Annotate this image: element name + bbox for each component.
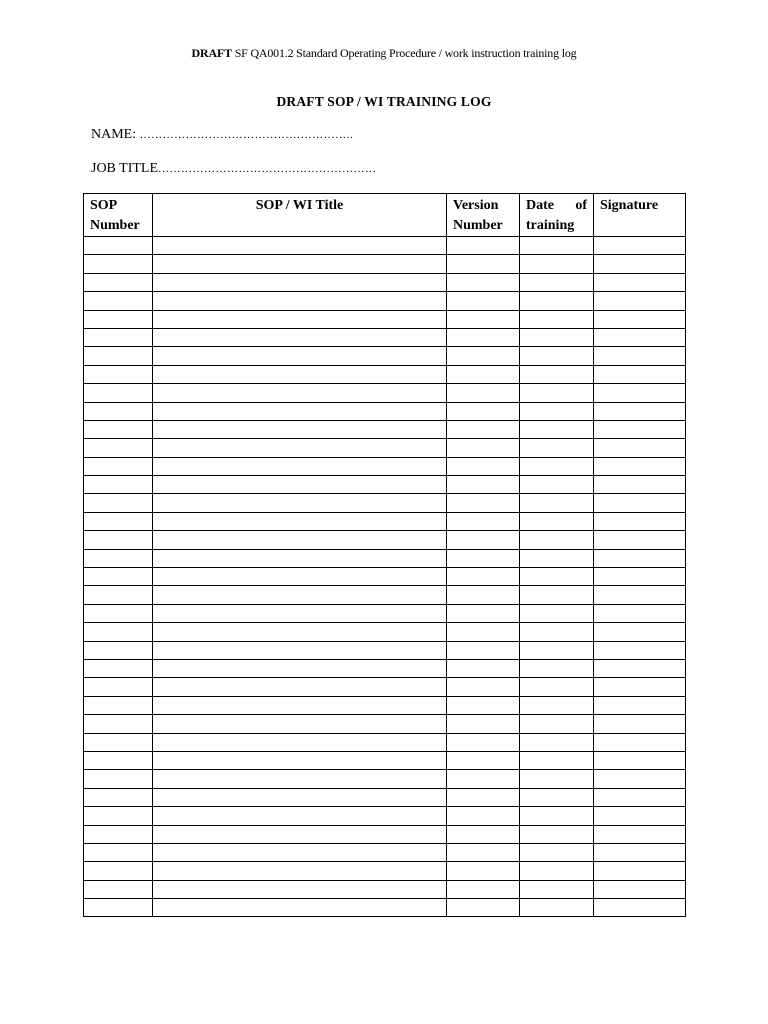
cell-version-number[interactable]: [447, 347, 520, 365]
cell-sop-number[interactable]: [84, 384, 153, 402]
cell-sop-number[interactable]: [84, 420, 153, 438]
cell-date-of-training[interactable]: [520, 843, 594, 861]
cell-date-of-training[interactable]: [520, 292, 594, 310]
cell-sop-number[interactable]: [84, 512, 153, 530]
cell-sop-wi-title[interactable]: [153, 623, 447, 641]
cell-date-of-training[interactable]: [520, 457, 594, 475]
cell-signature[interactable]: [594, 439, 686, 457]
cell-date-of-training[interactable]: [520, 384, 594, 402]
cell-version-number[interactable]: [447, 568, 520, 586]
cell-sop-wi-title[interactable]: [153, 899, 447, 917]
cell-version-number[interactable]: [447, 733, 520, 751]
job-title-dots: …………………………………………………: [158, 163, 377, 175]
cell-sop-wi-title[interactable]: [153, 862, 447, 880]
cell-version-number[interactable]: [447, 310, 520, 328]
cell-sop-number[interactable]: [84, 659, 153, 677]
cell-date-of-training[interactable]: [520, 899, 594, 917]
table-row: [84, 347, 686, 365]
table-row: [84, 531, 686, 549]
cell-sop-wi-title[interactable]: [153, 788, 447, 806]
cell-version-number[interactable]: [447, 586, 520, 604]
cell-date-of-training[interactable]: [520, 420, 594, 438]
cell-sop-number[interactable]: [84, 568, 153, 586]
cell-sop-number[interactable]: [84, 678, 153, 696]
cell-signature[interactable]: [594, 586, 686, 604]
name-label: NAME:: [91, 127, 137, 142]
cell-signature[interactable]: [594, 751, 686, 769]
cell-sop-wi-title[interactable]: [153, 365, 447, 383]
cell-sop-wi-title[interactable]: [153, 696, 447, 714]
table-body: [84, 237, 686, 917]
cell-date-of-training[interactable]: [520, 586, 594, 604]
table-row: [84, 880, 686, 898]
cell-date-of-training[interactable]: [520, 678, 594, 696]
cell-date-of-training[interactable]: [520, 623, 594, 641]
cell-signature[interactable]: [594, 273, 686, 291]
cell-signature[interactable]: [594, 770, 686, 788]
table-row: [84, 862, 686, 880]
draft-label: DRAFT: [191, 46, 232, 60]
cell-signature[interactable]: [594, 623, 686, 641]
cell-signature[interactable]: [594, 899, 686, 917]
table-row: [84, 273, 686, 291]
cell-signature[interactable]: [594, 328, 686, 346]
cell-signature[interactable]: [594, 476, 686, 494]
table-row: [84, 586, 686, 604]
cell-date-of-training[interactable]: [520, 604, 594, 622]
table-row: [84, 310, 686, 328]
cell-sop-wi-title[interactable]: [153, 420, 447, 438]
cell-signature[interactable]: [594, 641, 686, 659]
cell-version-number[interactable]: [447, 678, 520, 696]
cell-date-of-training[interactable]: [520, 733, 594, 751]
cell-sop-wi-title[interactable]: [153, 641, 447, 659]
cell-version-number[interactable]: [447, 365, 520, 383]
cell-date-of-training[interactable]: [520, 347, 594, 365]
table-row: [84, 715, 686, 733]
cell-version-number[interactable]: [447, 641, 520, 659]
cell-version-number[interactable]: [447, 512, 520, 530]
cell-signature[interactable]: [594, 659, 686, 677]
cell-sop-wi-title[interactable]: [153, 843, 447, 861]
cell-date-of-training[interactable]: [520, 696, 594, 714]
cell-date-of-training[interactable]: [520, 476, 594, 494]
cell-version-number[interactable]: [447, 604, 520, 622]
cell-date-of-training[interactable]: [520, 807, 594, 825]
cell-sop-number[interactable]: [84, 862, 153, 880]
table-row: [84, 678, 686, 696]
cell-version-number[interactable]: [447, 439, 520, 457]
cell-sop-number[interactable]: [84, 825, 153, 843]
table-row: [84, 494, 686, 512]
table-row: [84, 255, 686, 273]
cell-sop-number[interactable]: [84, 899, 153, 917]
cell-signature[interactable]: [594, 347, 686, 365]
cell-sop-wi-title[interactable]: [153, 549, 447, 567]
cell-sop-number[interactable]: [84, 715, 153, 733]
table-row: [84, 476, 686, 494]
cell-signature[interactable]: [594, 531, 686, 549]
cell-sop-number[interactable]: [84, 255, 153, 273]
cell-signature[interactable]: [594, 384, 686, 402]
cell-date-of-training[interactable]: [520, 715, 594, 733]
cell-version-number[interactable]: [447, 623, 520, 641]
table-row: [84, 328, 686, 346]
cell-version-number[interactable]: [447, 494, 520, 512]
cell-date-of-training[interactable]: [520, 273, 594, 291]
cell-version-number[interactable]: [447, 880, 520, 898]
cell-sop-number[interactable]: [84, 347, 153, 365]
cell-sop-number[interactable]: [84, 310, 153, 328]
cell-sop-number[interactable]: [84, 770, 153, 788]
table-row: [84, 457, 686, 475]
cell-sop-number[interactable]: [84, 292, 153, 310]
cell-sop-wi-title[interactable]: [153, 347, 447, 365]
cell-sop-number[interactable]: [84, 439, 153, 457]
cell-date-of-training[interactable]: [520, 439, 594, 457]
cell-version-number[interactable]: [447, 384, 520, 402]
cell-date-of-training[interactable]: [520, 494, 594, 512]
cell-sop-wi-title[interactable]: [153, 273, 447, 291]
table-row: [84, 825, 686, 843]
cell-date-of-training[interactable]: [520, 862, 594, 880]
table-row: [84, 604, 686, 622]
header-text: SF QA001.2 Standard Operating Procedure / work instruction training log: [231, 46, 577, 60]
col-header-date-of-training: Date of training: [520, 194, 594, 237]
cell-signature[interactable]: [594, 843, 686, 861]
cell-date-of-training[interactable]: [520, 641, 594, 659]
table-row: [84, 641, 686, 659]
cell-sop-number[interactable]: [84, 365, 153, 383]
cell-sop-number[interactable]: [84, 751, 153, 769]
cell-sop-wi-title[interactable]: [153, 292, 447, 310]
cell-date-of-training[interactable]: [520, 751, 594, 769]
cell-sop-number[interactable]: [84, 237, 153, 255]
cell-version-number[interactable]: [447, 751, 520, 769]
cell-signature[interactable]: [594, 402, 686, 420]
cell-sop-wi-title[interactable]: [153, 328, 447, 346]
cell-date-of-training[interactable]: [520, 659, 594, 677]
cell-sop-number[interactable]: [84, 494, 153, 512]
cell-sop-number[interactable]: [84, 880, 153, 898]
cell-date-of-training[interactable]: [520, 825, 594, 843]
cell-date-of-training[interactable]: [520, 328, 594, 346]
cell-sop-number[interactable]: [84, 549, 153, 567]
job-title-label: JOB TITLE: [91, 161, 159, 176]
cell-sop-number[interactable]: [84, 402, 153, 420]
cell-signature[interactable]: [594, 292, 686, 310]
cell-date-of-training[interactable]: [520, 402, 594, 420]
cell-date-of-training[interactable]: [520, 365, 594, 383]
cell-sop-wi-title[interactable]: [153, 586, 447, 604]
cell-sop-wi-title[interactable]: [153, 512, 447, 530]
table-row: [84, 843, 686, 861]
table-row: [84, 659, 686, 677]
table-row: [84, 237, 686, 255]
table-row: [84, 899, 686, 917]
training-log-table: [83, 193, 686, 917]
table-row: [84, 623, 686, 641]
table-row: [84, 439, 686, 457]
cell-signature[interactable]: [594, 788, 686, 806]
table-row: [84, 807, 686, 825]
cell-sop-wi-title[interactable]: [153, 255, 447, 273]
cell-sop-wi-title[interactable]: [153, 715, 447, 733]
table-row: [84, 549, 686, 567]
table-row: [84, 568, 686, 586]
cell-signature[interactable]: [594, 255, 686, 273]
cell-signature[interactable]: [594, 420, 686, 438]
cell-sop-number[interactable]: [84, 586, 153, 604]
cell-signature[interactable]: [594, 365, 686, 383]
cell-date-of-training[interactable]: [520, 788, 594, 806]
cell-sop-wi-title[interactable]: [153, 825, 447, 843]
cell-signature[interactable]: [594, 512, 686, 530]
cell-signature[interactable]: [594, 678, 686, 696]
cell-date-of-training[interactable]: [520, 237, 594, 255]
cell-version-number[interactable]: [447, 788, 520, 806]
cell-sop-wi-title[interactable]: [153, 237, 447, 255]
cell-sop-number[interactable]: [84, 843, 153, 861]
cell-sop-wi-title[interactable]: [153, 457, 447, 475]
cell-version-number[interactable]: [447, 696, 520, 714]
cell-signature[interactable]: [594, 696, 686, 714]
cell-version-number[interactable]: [447, 273, 520, 291]
cell-version-number[interactable]: [447, 807, 520, 825]
cell-signature[interactable]: [594, 310, 686, 328]
cell-sop-wi-title[interactable]: [153, 476, 447, 494]
cell-signature[interactable]: [594, 568, 686, 586]
table-row: [84, 770, 686, 788]
cell-signature[interactable]: [594, 549, 686, 567]
cell-sop-wi-title[interactable]: [153, 384, 447, 402]
cell-date-of-training[interactable]: [520, 880, 594, 898]
cell-version-number[interactable]: [447, 402, 520, 420]
cell-sop-number[interactable]: [84, 623, 153, 641]
table-row: [84, 420, 686, 438]
cell-version-number[interactable]: [447, 255, 520, 273]
cell-signature[interactable]: [594, 862, 686, 880]
cell-sop-wi-title[interactable]: [153, 568, 447, 586]
cell-version-number[interactable]: [447, 328, 520, 346]
page-title: DRAFT SOP / WI TRAINING LOG: [276, 94, 492, 109]
cell-sop-wi-title[interactable]: [153, 494, 447, 512]
cell-date-of-training[interactable]: [520, 531, 594, 549]
table-row: [84, 512, 686, 530]
cell-version-number[interactable]: [447, 531, 520, 549]
name-field[interactable]: [91, 127, 353, 143]
cell-signature[interactable]: [594, 715, 686, 733]
cell-sop-wi-title[interactable]: [153, 880, 447, 898]
table-row: [84, 384, 686, 402]
cell-signature[interactable]: [594, 733, 686, 751]
table-header-row: [84, 194, 686, 237]
cell-sop-number[interactable]: [84, 273, 153, 291]
cell-date-of-training[interactable]: [520, 310, 594, 328]
col-header-sop-number: SOP Number: [84, 194, 153, 237]
table-row: [84, 751, 686, 769]
cell-sop-number[interactable]: [84, 531, 153, 549]
cell-sop-wi-title[interactable]: [153, 310, 447, 328]
table-row: [84, 733, 686, 751]
col-header-signature: Signature: [594, 194, 686, 237]
cell-sop-wi-title[interactable]: [153, 604, 447, 622]
cell-sop-wi-title[interactable]: [153, 678, 447, 696]
cell-version-number[interactable]: [447, 899, 520, 917]
cell-version-number[interactable]: [447, 715, 520, 733]
table-row: [84, 365, 686, 383]
name-dots: ………………………………………………..: [139, 129, 354, 141]
cell-sop-number[interactable]: [84, 696, 153, 714]
cell-date-of-training[interactable]: [520, 512, 594, 530]
cell-sop-wi-title[interactable]: [153, 439, 447, 457]
cell-signature[interactable]: [594, 807, 686, 825]
cell-sop-wi-title[interactable]: [153, 807, 447, 825]
cell-version-number[interactable]: [447, 237, 520, 255]
cell-sop-wi-title[interactable]: [153, 659, 447, 677]
cell-version-number[interactable]: [447, 659, 520, 677]
cell-sop-number[interactable]: [84, 476, 153, 494]
cell-signature[interactable]: [594, 880, 686, 898]
cell-signature[interactable]: [594, 825, 686, 843]
cell-version-number[interactable]: [447, 457, 520, 475]
cell-sop-number[interactable]: [84, 807, 153, 825]
cell-date-of-training[interactable]: [520, 568, 594, 586]
table-row: [84, 292, 686, 310]
col-header-sop-wi-title: SOP / WI Title: [153, 194, 447, 237]
cell-sop-number[interactable]: [84, 733, 153, 751]
cell-version-number[interactable]: [447, 770, 520, 788]
table-row: [84, 402, 686, 420]
cell-signature[interactable]: [594, 494, 686, 512]
cell-sop-wi-title[interactable]: [153, 751, 447, 769]
cell-date-of-training[interactable]: [520, 549, 594, 567]
document-header: [0, 46, 768, 61]
cell-version-number[interactable]: [447, 292, 520, 310]
cell-sop-number[interactable]: [84, 641, 153, 659]
table-row: [84, 696, 686, 714]
cell-signature[interactable]: [594, 604, 686, 622]
cell-version-number[interactable]: [447, 476, 520, 494]
cell-version-number[interactable]: [447, 549, 520, 567]
cell-sop-number[interactable]: [84, 604, 153, 622]
cell-sop-number[interactable]: [84, 328, 153, 346]
cell-sop-number[interactable]: [84, 457, 153, 475]
cell-sop-wi-title[interactable]: [153, 770, 447, 788]
cell-date-of-training[interactable]: [520, 255, 594, 273]
cell-sop-wi-title[interactable]: [153, 402, 447, 420]
cell-version-number[interactable]: [447, 825, 520, 843]
cell-sop-wi-title[interactable]: [153, 531, 447, 549]
cell-version-number[interactable]: [447, 843, 520, 861]
cell-signature[interactable]: [594, 457, 686, 475]
cell-date-of-training[interactable]: [520, 770, 594, 788]
cell-sop-wi-title[interactable]: [153, 733, 447, 751]
col-header-version-number: Version Number: [447, 194, 520, 237]
cell-version-number[interactable]: [447, 420, 520, 438]
job-title-field[interactable]: [91, 161, 377, 177]
cell-signature[interactable]: [594, 237, 686, 255]
cell-sop-number[interactable]: [84, 788, 153, 806]
table-row: [84, 788, 686, 806]
cell-version-number[interactable]: [447, 862, 520, 880]
